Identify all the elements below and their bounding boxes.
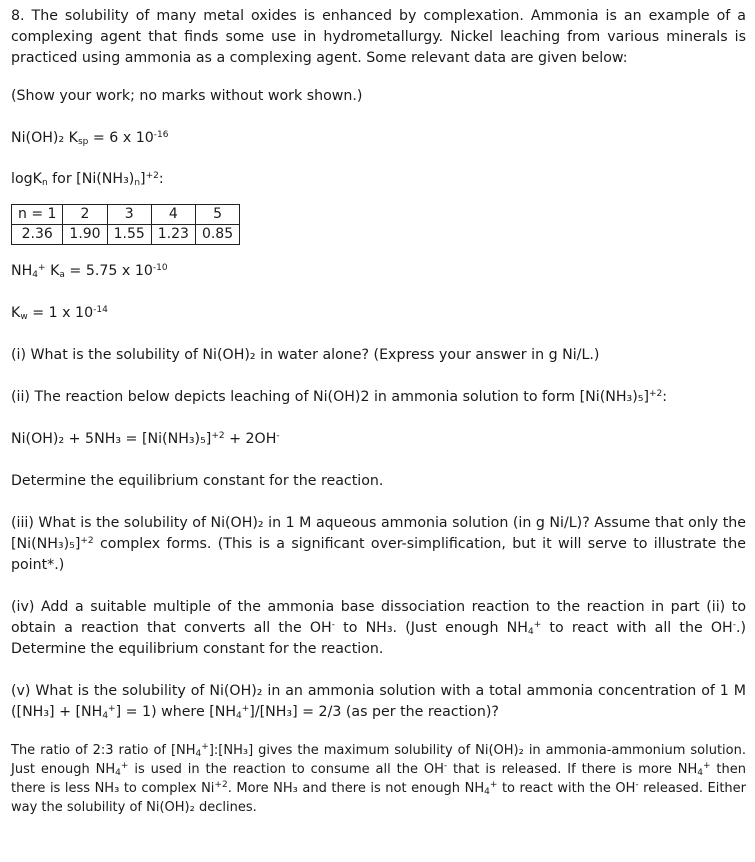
question-v: (v) What is the solubility of Ni(OH)₂ in an ammonia solution with a total ammonia concentration of 1 M $([NH_3] + [NH_4^+] = 1)$ where $[NH_4^+]/[NH_3] = 2/3$ (as per the reaction)? (11, 683, 746, 721)
table-cell: 1.23 (151, 225, 195, 245)
question-ii-b: Determine the equilibrium constant for the reaction. (11, 473, 384, 489)
ksp-line: Ni(OH)₂ $K_{sp} = 6$ x $10^{-16}$ (11, 130, 169, 147)
reaction-equation: $Ni(OH)_2 + 5NH_3 = [Ni(NH_3)_5]^{+2} + 2OH^-$ (11, 431, 280, 447)
table-value-row (12, 225, 240, 245)
table-cell: 3 (107, 205, 151, 225)
table-cell: 1.90 (63, 225, 107, 245)
table-cell: n = 1 (12, 205, 63, 225)
question-i: (i) What is the solubility of Ni(OH)₂ in water alone? (Express your answer in g Ni/L.) (11, 347, 600, 363)
table-cell: 1.55 (107, 225, 151, 245)
table-cell: 0.85 (195, 225, 239, 245)
question-iv: (iv) Add a suitable multiple of the ammonia base dissociation reaction to the reaction in part (ii) to obtain a reaction that converts all the OH- to NH₃. (Just enough $NH_4^+$ to react with all the OH-.) Determine the equilibrium constant for the reaction. (11, 599, 747, 657)
logk-table (11, 204, 240, 245)
table-cell: 5 (195, 205, 239, 225)
show-work-note: (Show your work; no marks without work shown.) (11, 88, 363, 104)
table-cell: 2 (63, 205, 107, 225)
logk-line: logK$_n$ for $[Ni(NH_3)_n]^{+2}$: (11, 171, 164, 188)
kw-line: $K_w = 1$ x $10^{-14}$ (11, 305, 108, 322)
table-cell: 2.36 (12, 225, 63, 245)
table-header-row (12, 205, 240, 225)
answer-note: The ratio of 2:3 ratio of $[NH_4^+]:[NH_3]$ gives the maximum solubility of Ni(OH)₂ in ammonia-ammonium solution. Just enough $NH_4^+$ is used in the reaction to consume all the OH- that is released. If there is more $NH_4^+$ then there is less NH₃ to complex $Ni^{+2}$. More NH₃ and there is not enough $NH_4^+$ to react with the OH- released. Either way the solubility of Ni(OH)₂ declines. (11, 742, 747, 815)
ka-line: $NH_4^+$ $K_a = 5.75$ x $10^{-10}$ (11, 263, 168, 280)
table-cell: 4 (151, 205, 195, 225)
question-intro: 8. The solubility of many metal oxides is enhanced by complexation. Ammonia is an example of a complexing agent that finds some use in hydrometallurgy. Nickel leaching from various minerals is practiced using ammonia as a complexing agent. Some relevant data are given below: (11, 8, 746, 66)
question-ii: (ii) The reaction below depicts leaching of Ni(OH)2 in ammonia solution to form $[Ni(NH_3)_5]^{+2}$: (11, 389, 668, 405)
question-iii: (iii) What is the solubility of Ni(OH)₂ in 1 M aqueous ammonia solution (in g Ni/L)? Assume that only the $[Ni(NH_3)_5]^{+2}$ complex forms. (This is a significant over-simplification, but it will serve to illustrate the point*.) (11, 515, 746, 573)
